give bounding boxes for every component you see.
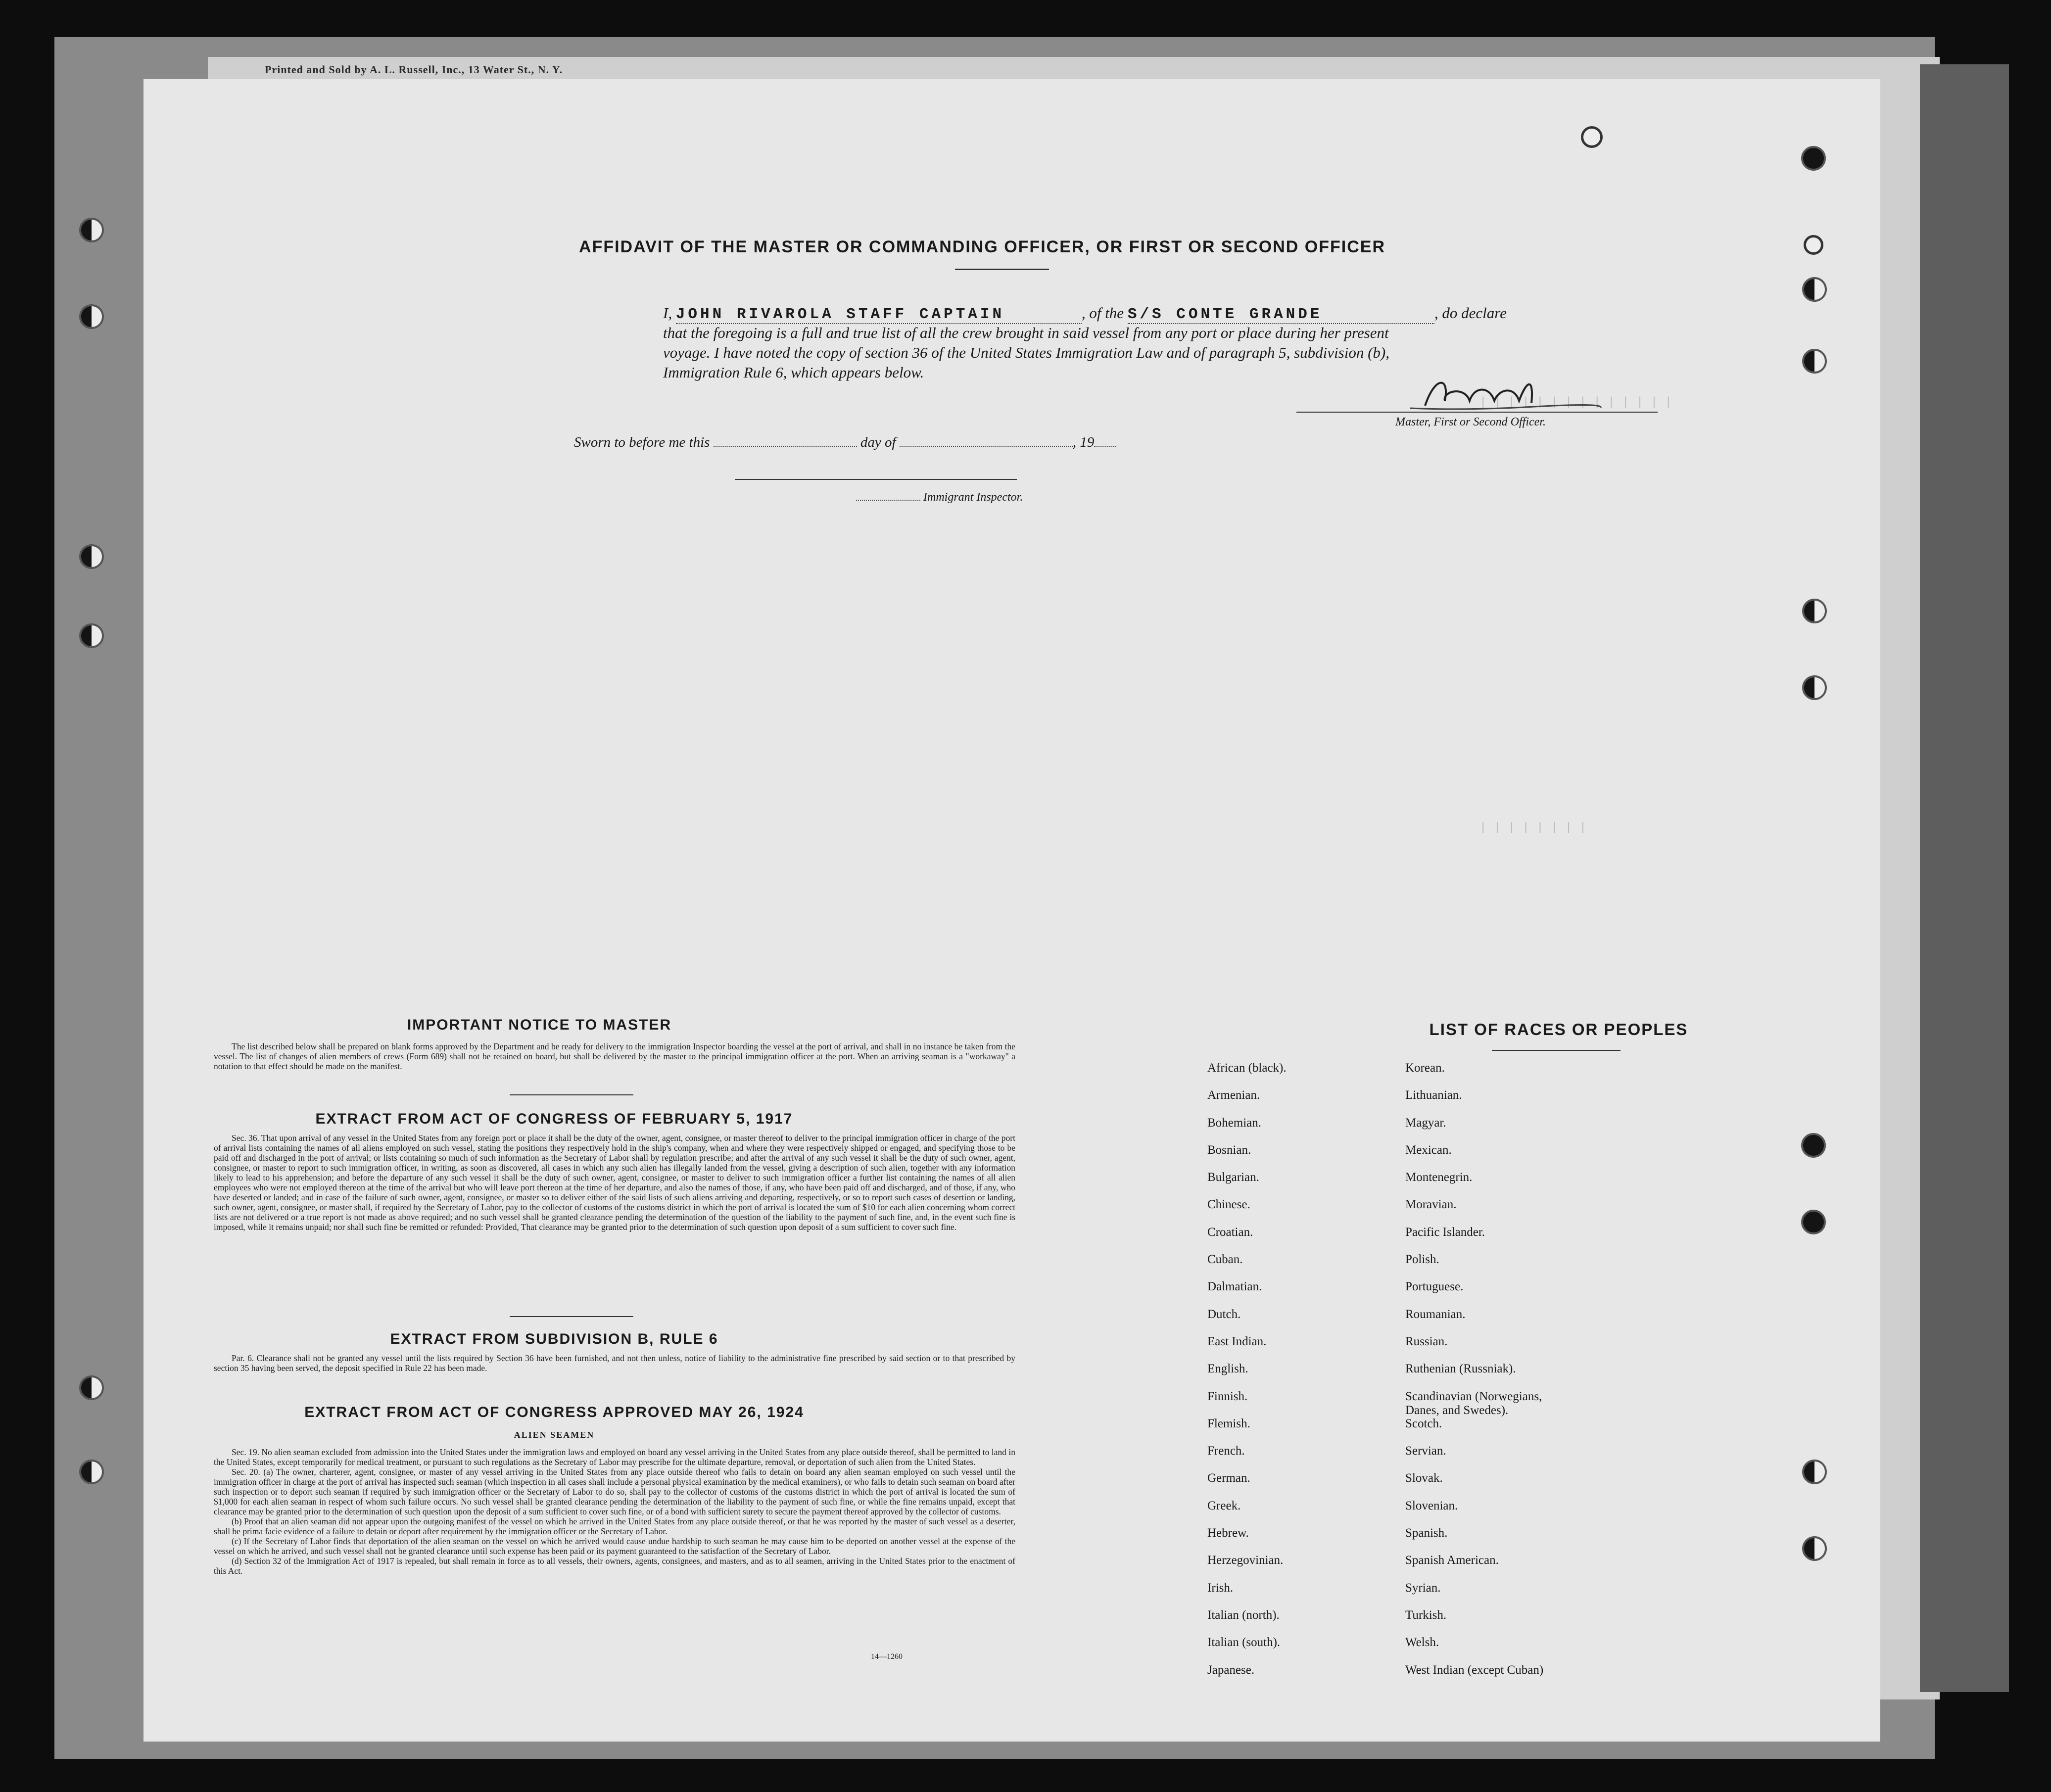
race-item: Cuban.: [1207, 1253, 1243, 1267]
race-item: French.: [1207, 1444, 1245, 1458]
binder-hole-icon: [79, 623, 104, 648]
binder-hole-icon: [1801, 1133, 1826, 1158]
divider: [955, 269, 1049, 270]
binder-hole-icon: [79, 1375, 104, 1400]
race-item: Slovenian.: [1405, 1499, 1458, 1512]
signature-line: [1296, 412, 1658, 413]
extract-rule6-title: EXTRACT FROM SUBDIVISION B, RULE 6: [390, 1331, 718, 1347]
race-item: Armenian.: [1207, 1088, 1260, 1102]
race-item: Hebrew.: [1207, 1526, 1249, 1540]
binder-hole-icon: [79, 304, 104, 329]
race-item: Chinese.: [1207, 1198, 1250, 1212]
inspector-signature-line: [735, 479, 1017, 480]
binder-hole-icon: [79, 218, 104, 242]
binder-hole-icon: [1801, 1210, 1826, 1234]
inspector-caption: [856, 491, 1023, 504]
race-item: East Indian.: [1207, 1334, 1267, 1348]
day-of-label: day of: [860, 434, 896, 450]
extract-1917-text: Sec. 36. That upon arrival of any vessel in the United States from any foreign port or place it shall be the duty of the owner, agent, consignee, or master thereof to deliver to the principal immigration officer in charge of the port of arrival lists containing the names of all aliens employed on such vessel, stating the positions they respectively hold in the ship's company, when and where they were respectively shipped or engaged, and specifying those to be paid off and discharged in the port of arrival; or lists containing so much of such information as the Secretary of Labor shall by regulation prescribe; and after the arrival of any such vessel it shall be the duty of such owner, agent, consignee, or master to report to such immigration officer, in writing, as soon as discovered, all cases in which any such alien has illegally landed from the vessel, giving a description of such alien, together with any information likely to lead to his apprehension; and before the departure of any such vessel it shall be the duty of such owner, agent, consignee, or master to deliver to such immigration officer a further list containing the names of all alien employees who were not employed thereon at the time of the arrival but who will leave port thereon at the time of her departure, and also the names of those, if any, who have been paid off and discharged, and of those, if any, who have deserted or landed; and in case of the failure of such owner, agent, consignee, or master so to deliver either of the said lists of such aliens arriving and departing, respectively, or so to report such cases of desertion or landing, such owner, agent, consignee, or master shall, if required by the Secretary of Labor, pay to the collector of customs of the customs district in which the port of arrival is located the sum of $10 for each alien concerning whom correct lists are not delivered or a true report is not made as above required; and no such vessel shall be granted clearance pending the determination of the question of the liability to the payment of such fine, and, in the event such fine is imposed, while it remains unpaid; nor shall such fine be remitted or refunded: Provided, That clearance may be granted prior to the determination of such question upon deposit of a sum sufficient to cover such fine.: [214, 1133, 1015, 1232]
race-item: Finnish.: [1207, 1389, 1248, 1403]
race-item: Bosnian.: [1207, 1143, 1251, 1157]
race-item: West Indian (except Cuban): [1405, 1663, 1544, 1677]
declaration-line-3: voyage. I have noted the copy of section 36 of the United States Immigration Law and of paragraph 5, subdivision (b),: [663, 344, 1389, 361]
binder-hole-icon: [1802, 1460, 1827, 1484]
race-item: Scotch.: [1405, 1416, 1442, 1430]
race-item: Mexican.: [1405, 1143, 1452, 1157]
binder-hole-icon: [79, 1460, 104, 1484]
sworn-label: Sworn to before me this: [574, 434, 710, 450]
extract-rule6-text: Par. 6. Clearance shall not be granted any vessel until the lists required by Section 36 have been furnished, and not then unless, notice of liability to the administrative fine prescribed by said section or to that prescribed by section 35 having been served, the deposit specified in Rule 22 has been made.: [214, 1353, 1015, 1373]
race-item: Turkish.: [1405, 1608, 1447, 1622]
signature-icon: [1405, 371, 1603, 416]
race-item: Korean.: [1405, 1061, 1445, 1075]
master-name-field: JOHN RIVAROLA STAFF CAPTAIN: [675, 306, 1005, 323]
affidavit-title: AFFIDAVIT OF THE MASTER OR COMMANDING OFFICER, OR FIRST OR SECOND OFFICER: [579, 237, 1385, 256]
race-item: Moravian.: [1405, 1198, 1457, 1212]
race-item: Croatian.: [1207, 1225, 1253, 1239]
divider: [510, 1316, 633, 1317]
race-item: Spanish American.: [1405, 1554, 1499, 1567]
binder-hole-icon: [1802, 277, 1827, 302]
binder-hole-icon: [1802, 1536, 1827, 1561]
race-item: Irish.: [1207, 1581, 1234, 1595]
race-item: African (black).: [1207, 1061, 1287, 1075]
master-caption: Master, First or Second Officer.: [1395, 416, 1546, 428]
race-item: Dutch.: [1207, 1307, 1241, 1321]
show-through-text: | | | | | | | | | | | | | |: [1479, 396, 1672, 409]
binder-hole-icon: [79, 544, 104, 569]
race-item: Ruthenian (Russniak).: [1405, 1362, 1516, 1376]
races-right-column: [1405, 1061, 1543, 1691]
form-number: 14—1260: [871, 1652, 903, 1661]
binder-hole-icon: [1802, 675, 1827, 700]
printer-line: Printed and Sold by A. L. Russell, Inc., 13 Water St., N. Y.: [265, 63, 563, 76]
divider: [1492, 1050, 1621, 1051]
declaration-line-2: that the foregoing is a full and true list of all the crew brought in said vessel from any port or place during her present: [663, 324, 1389, 341]
race-item: Syrian.: [1405, 1581, 1441, 1595]
of-the-label: , of the: [1081, 304, 1124, 322]
alien-seamen-subtitle: ALIEN SEAMEN: [514, 1430, 595, 1440]
race-item: Italian (north).: [1207, 1608, 1280, 1622]
declaration-line-1: [663, 304, 1507, 324]
race-item: English.: [1207, 1362, 1248, 1376]
extract-1924-title: EXTRACT FROM ACT OF CONGRESS APPROVED MAY 26, 1924: [304, 1404, 804, 1420]
race-item: German.: [1207, 1471, 1250, 1485]
races-left-column: [1207, 1061, 1287, 1691]
race-item: Pacific Islander.: [1405, 1225, 1485, 1239]
races-title: LIST OF RACES OR PEOPLES: [1429, 1020, 1688, 1038]
race-item: Welsh.: [1405, 1636, 1439, 1650]
race-item: Bulgarian.: [1207, 1171, 1259, 1184]
sworn-year-field[interactable]: [1094, 446, 1116, 447]
race-item: Servian.: [1405, 1444, 1446, 1458]
sworn-day-field[interactable]: [714, 446, 857, 447]
show-through-text: | | | | | | | |: [1479, 821, 1587, 835]
race-item: Russian.: [1405, 1334, 1448, 1348]
extract-1917-title: EXTRACT FROM ACT OF CONGRESS OF FEBRUARY 5, 1917: [315, 1111, 793, 1127]
binder-hole-icon: [1802, 349, 1827, 374]
race-item: Flemish.: [1207, 1416, 1250, 1430]
inspector-caption-text: Immigrant Inspector.: [923, 491, 1023, 504]
race-item: Japanese.: [1207, 1663, 1255, 1677]
race-item: Magyar.: [1405, 1116, 1446, 1130]
declaration-line-4: Immigration Rule 6, which appears below.: [663, 364, 924, 381]
binder-hole-icon: [1802, 599, 1827, 623]
right-sheet-edge: [1920, 64, 2009, 1692]
i-label: I,: [663, 304, 672, 322]
sworn-line: [574, 434, 1116, 451]
race-item: Roumanian.: [1405, 1307, 1466, 1321]
divider: [510, 1094, 633, 1095]
binder-hole-icon: [1581, 126, 1603, 148]
race-item: Portuguese.: [1405, 1280, 1464, 1294]
vessel-name-field: S/S CONTE GRANDE: [1127, 306, 1323, 323]
extract-1924-text: Sec. 19. No alien seaman excluded from admission into the United States under the immigration laws and employed on board any vessel arriving in the United States from any place outside thereof, shall be permitted to land in the United States, except temporarily for medical treatment, or pursuant to such regulations as the Secretary of Labor may prescribe for the ultimate departure, removal, or deportation of such alien from the United States. Sec. 20. (a) The owner, charterer, agent, consignee, or master of any vessel arriving in the United States from any place outside thereof who fails to detain on board any alien seaman employed on such vessel until the immigration officer in charge at the port of arrival has inspected such seaman (which inspection in all cases shall include a personal physical examination by the medical examiners), or who fails to detain such seaman on board after such inspection or to deport such seaman if required by such immigration officer or the Secretary of Labor to do so, shall pay to the collector of customs of the customs district in which the port of arrival is located the sum of $1,000 for each alien seaman in respect of whom such failure occurs. No such vessel shall be granted clearance pending the determination of the liability to the payment of such fine, or while the fine remains unpaid, except that clearance may be granted prior to the determination of such question upon the deposit of a sum sufficient to cover such fine, or of a bond with sufficient surety to secure the payment thereof approved by the collector of customs. (b) Proof that an alien seaman did not appear upon the outgoing manifest of the vessel on which he arrived in the United States from any place outside thereof, or that he was reported by the master of such vessel as a deserter, shall be prima facie evidence of a failure to detain or deport after requirement by the immigration officer or the Secretary of Labor. (c) If the Secretary of Labor finds that deportation of the alien seaman on the vessel on which he arrived would cause undue hardship to such seaman he may cause him to be deported on another vessel at the expense of the vessel on which he arrived, and such vessel shall not be granted clearance until such expense has been paid or its payment guaranteed to the satisfaction of the Secretary of Labor. (d) Section 32 of the Immigration Act of 1917 is repealed, but shall remain in force as to all vessels, their owners, agents, consignees, and masters, and as to all seamen, arriving in the United States prior to the enactment of this Act.: [214, 1447, 1015, 1576]
race-item: Bohemian.: [1207, 1116, 1262, 1130]
notice-text: The list described below shall be prepared on blank forms approved by the Department and be ready for delivery to the immigration Inspector boarding the vessel at the port of arrival, and shall in no instance be taken from the vessel. The list of changes of alien members of crews (Form 689) shall not be retained on board, but shall be delivered by the master to the principal immigration officer at the port. When an arriving seaman is a "workaway" a notation to that effect should be made on the manifest.: [214, 1041, 1015, 1071]
race-item: Lithuanian.: [1405, 1088, 1462, 1102]
race-item: Montenegrin.: [1405, 1171, 1473, 1184]
race-item: Herzegovinian.: [1207, 1554, 1284, 1567]
binder-hole-icon: [1801, 146, 1826, 171]
race-item: Greek.: [1207, 1499, 1241, 1512]
race-item: Dalmatian.: [1207, 1280, 1262, 1294]
affidavit-page: [143, 79, 1880, 1742]
notice-title: IMPORTANT NOTICE TO MASTER: [407, 1017, 672, 1033]
race-item: Spanish.: [1405, 1526, 1448, 1540]
race-item: Slovak.: [1405, 1471, 1443, 1485]
do-declare-label: , do declare: [1434, 304, 1507, 322]
race-item: Italian (south).: [1207, 1636, 1281, 1650]
sworn-month-field[interactable]: [900, 446, 1073, 447]
year-prefix-label: , 19: [1072, 434, 1095, 450]
race-item: Scandinavian (Norwegians, Danes, and Swedes).: [1405, 1389, 1542, 1417]
race-item: Polish.: [1405, 1253, 1439, 1267]
